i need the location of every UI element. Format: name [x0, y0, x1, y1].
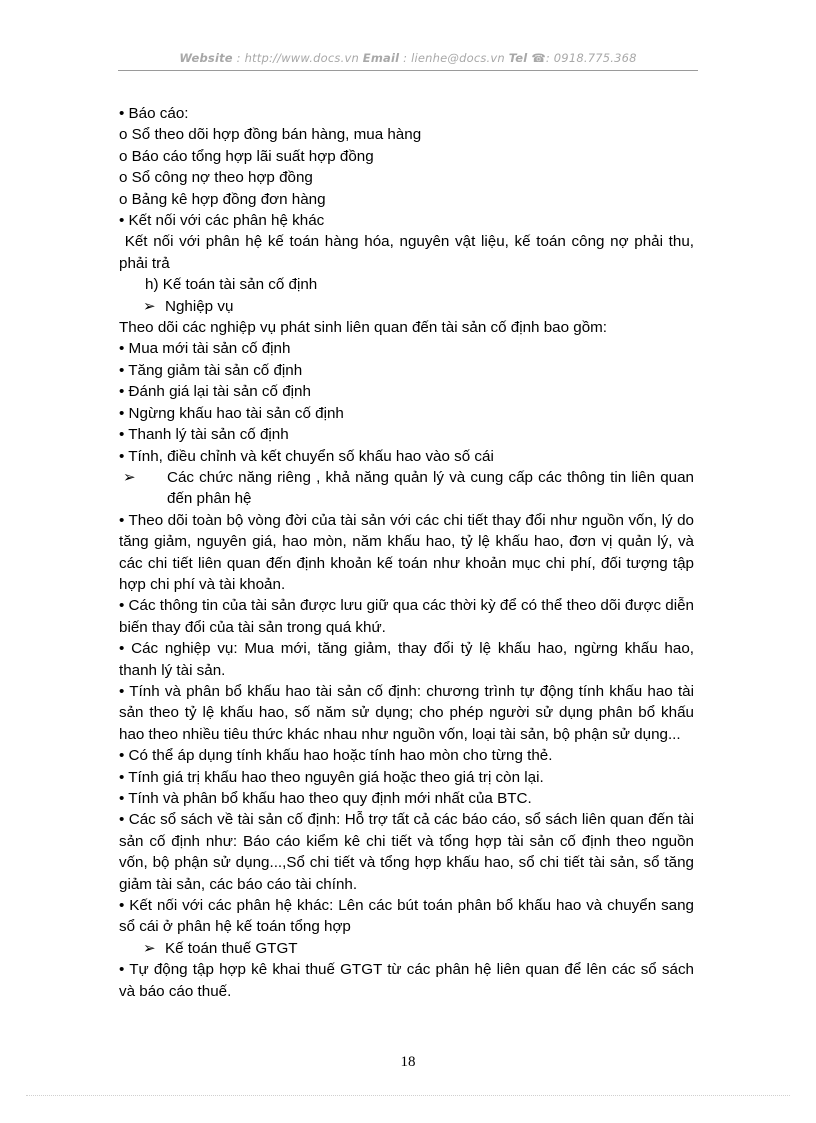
paragraph: • Các thông tin của tài sản được lưu giữ qua các thời kỳ để có thể theo dõi được diễn biến thay đổi của tài sản trong quá khứ.: [119, 597, 694, 636]
list-item: • Tăng giảm tài sản cố định: [119, 361, 303, 379]
paragraph: o Bảng kê hợp đồng đơn hàng: [119, 190, 326, 208]
paragraph: • Tự động tập hợp kê khai thuế GTGT từ các phân hệ liên quan để lên các sổ sách và báo cáo thuế.: [119, 961, 694, 1000]
phone-icon: ☎: [531, 51, 546, 65]
paragraph: o Báo cáo tổng hợp lãi suất hợp đồng: [119, 147, 374, 165]
header-divider: [118, 70, 698, 71]
paragraph: • Kết nối với các phân hệ khác: Lên các bút toán phân bổ khấu hao và chuyển sang sổ cái ở phân hệ kế toán tổng hợp: [119, 897, 694, 936]
paragraph: Theo dõi các nghiệp vụ phát sinh liên quan đến tài sản cố định bao gồm:: [119, 319, 608, 337]
list-item: • Mua mới tài sản cố định: [119, 340, 291, 358]
website-label: Website: [179, 51, 233, 65]
list-item: • Đánh giá lại tài sản cố định: [119, 383, 311, 401]
email-label: Email: [362, 51, 400, 65]
document-body: [119, 103, 699, 1002]
subsection-heading: ➢ Các chức năng riêng , khả năng quản lý và cung cấp các thông tin liên quan đến phân hệ: [123, 468, 694, 508]
paragraph: • Báo cáo:: [119, 105, 189, 122]
arrow-bullet-icon: ➢: [143, 939, 156, 957]
paragraph: • Các sổ sách về tài sản cố định: Hỗ trợ tất cả các báo cáo, sổ sách liên quan đến tài sản cố định như: Báo cáo kiểm kê chi tiết và tổng hợp tài sản cố định theo nguồn vốn, bộ phận sử dụng...,Sổ chi tiết và tổng hợp khấu hao, sổ chi tiết tài sản, sổ tăng giảm tài sản, các báo cáo tài chính.: [119, 811, 694, 893]
arrow-bullet-icon: ➢: [143, 297, 156, 315]
page-number: 18: [400, 1054, 416, 1070]
list-item: • Ngừng khấu hao tài sản cố định: [119, 404, 344, 422]
paragraph: • Kết nối với các phân hệ khác: [119, 212, 325, 230]
paragraph: • Tính và phân bổ khấu hao theo quy định mới nhất của BTC.: [119, 790, 532, 807]
section-heading: h) Kế toán tài sản cố định: [145, 276, 318, 294]
paragraph: o Sổ theo dõi hợp đồng bán hàng, mua hàng: [119, 126, 422, 144]
subsection-heading: ➢ Nghiệp vụ: [119, 296, 694, 317]
paragraph: Kết nối với phân hệ kế toán hàng hóa, nguyên vật liệu, kế toán công nợ phải thu, phải trả: [119, 233, 699, 272]
list-item: • Thanh lý tài sản cố định: [119, 426, 289, 444]
list-item: • Tính, điều chỉnh và kết chuyển số khấu hao vào số cái: [119, 447, 494, 465]
paragraph: • Tính và phân bổ khấu hao tài sản cố định: chương trình tự động tính khấu hao tài sản theo tỷ lệ khấu hao, số năm sử dụng; cho phép người sử dụng phân bổ khấu hao theo nhiều tiêu thức khác nhau như nguồn vốn, loại tài sản, bộ phận sử dụng...: [119, 682, 694, 743]
page-header: [118, 51, 698, 65]
email-address: : lienhe@docs.vn: [403, 51, 505, 65]
paragraph: • Tính giá trị khấu hao theo nguyên giá hoặc theo giá trị còn lại.: [119, 768, 544, 786]
footer-divider: [26, 1095, 790, 1096]
paragraph: • Các nghiệp vụ: Mua mới, tăng giảm, thay đổi tỷ lệ khấu hao, ngừng khấu hao, thanh lý tài sản.: [119, 640, 694, 679]
arrow-bullet-icon: ➢: [123, 468, 136, 486]
website-url: : http://www.docs.vn: [236, 51, 359, 65]
paragraph: • Có thể áp dụng tính khấu hao hoặc tính hao mòn cho từng thẻ.: [119, 747, 553, 765]
tel-label: Tel: [508, 51, 528, 65]
paragraph: • Theo dõi toàn bộ vòng đời của tài sản với các chi tiết thay đổi như nguồn vốn, lý do tăng giảm, nguyên giá, hao mòn, năm khấu hao, tỷ lệ khấu hao, đơn vị quản lý, và các chi tiết liên quan đến định khoản kế toán như khoản mục chi phí, đối tượng tập hợp chi phí và tài khoản.: [119, 511, 694, 593]
tel-number: : 0918.775.368: [545, 51, 637, 65]
subsection-heading: ➢ Kế toán thuế GTGT: [119, 938, 694, 959]
paragraph: o Sổ công nợ theo hợp đồng: [119, 169, 313, 187]
